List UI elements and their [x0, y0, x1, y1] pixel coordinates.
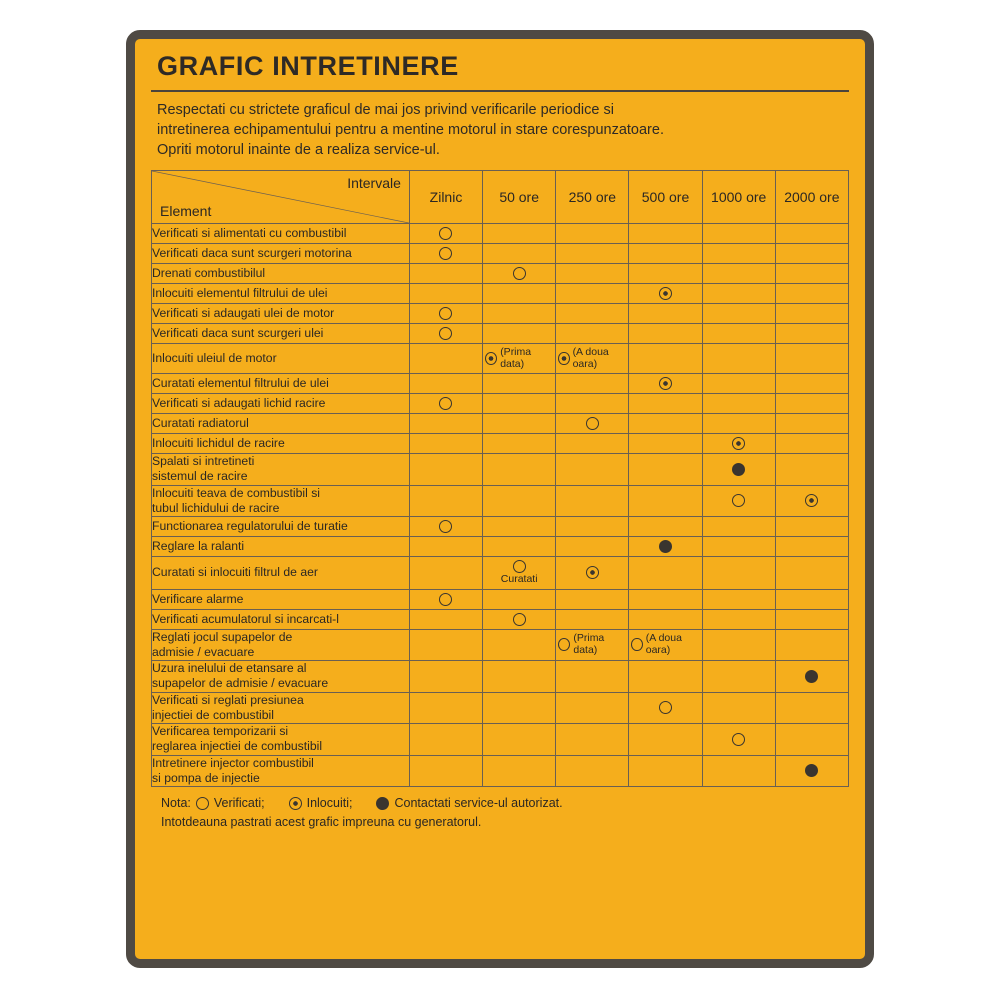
- schedule-cell: [556, 485, 629, 517]
- schedule-cell: [483, 629, 556, 661]
- column-header-1000-ore: 1000 ore: [702, 171, 775, 224]
- schedule-cell: [775, 244, 848, 264]
- schedule-cell: [702, 692, 775, 724]
- schedule-cell: [775, 692, 848, 724]
- schedule-cell: [629, 755, 702, 787]
- schedule-cell: [556, 629, 629, 661]
- service-mark-icon: [376, 797, 389, 810]
- table-row: [152, 284, 849, 304]
- schedule-cell: [483, 344, 556, 374]
- check-mark-icon: [439, 307, 452, 320]
- check-mark-icon: [732, 494, 745, 507]
- table-corner-header: [152, 171, 410, 224]
- schedule-cell: [483, 224, 556, 244]
- schedule-cell: [556, 661, 629, 693]
- schedule-cell: [702, 324, 775, 344]
- check-mark-icon: [439, 593, 452, 606]
- schedule-cell: [483, 324, 556, 344]
- check-mark-icon: [439, 327, 452, 340]
- schedule-cell: [629, 724, 702, 756]
- check-mark-icon: [732, 733, 745, 746]
- schedule-cell: [702, 454, 775, 486]
- check-mark-icon: [439, 520, 452, 533]
- row-item-label: Verificare alarme: [152, 589, 410, 609]
- legend-prefix: Nota:: [161, 796, 191, 811]
- schedule-cell: [629, 557, 702, 590]
- schedule-cell: [409, 284, 482, 304]
- schedule-cell: [775, 609, 848, 629]
- schedule-cell: [483, 724, 556, 756]
- schedule-cell: [775, 324, 848, 344]
- schedule-cell: [409, 244, 482, 264]
- schedule-cell: [629, 374, 702, 394]
- schedule-cell: [702, 344, 775, 374]
- cell-note: (Prima data): [500, 346, 532, 370]
- schedule-cell: [775, 394, 848, 414]
- schedule-cell: [483, 517, 556, 537]
- schedule-cell: [556, 692, 629, 724]
- table-row: [152, 517, 849, 537]
- schedule-cell: [702, 284, 775, 304]
- row-item-label: Verificarea temporizarii si reglarea injectiei de combustibil: [152, 724, 410, 756]
- schedule-cell: [483, 557, 556, 590]
- replace-mark-icon: [586, 566, 599, 579]
- schedule-cell: [556, 224, 629, 244]
- table-row: [152, 344, 849, 374]
- schedule-cell: [409, 264, 482, 284]
- table-row: [152, 454, 849, 486]
- row-item-label: Uzura inelului de etansare al supapelor de admisie / evacuare: [152, 661, 410, 693]
- column-header-250-ore: 250 ore: [556, 171, 629, 224]
- schedule-cell: [702, 224, 775, 244]
- schedule-cell: [409, 414, 482, 434]
- legend-entry-verificati: Verificati;: [213, 796, 265, 811]
- title-row: [151, 51, 849, 92]
- schedule-cell: [409, 485, 482, 517]
- row-item-label: Inlocuiti lichidul de racire: [152, 434, 410, 454]
- replace-mark-icon: [558, 352, 569, 365]
- schedule-cell: [483, 284, 556, 304]
- service-mark-icon: [805, 670, 818, 683]
- schedule-cell: [702, 264, 775, 284]
- table-row: [152, 324, 849, 344]
- schedule-cell: [629, 537, 702, 557]
- schedule-cell: [629, 284, 702, 304]
- schedule-cell: [556, 517, 629, 537]
- row-item-label: Inlocuiti uleiul de motor: [152, 344, 410, 374]
- replace-mark-icon: [289, 797, 302, 810]
- schedule-cell: [629, 589, 702, 609]
- row-item-label: Reglati jocul supapelor de admisie / evacuare: [152, 629, 410, 661]
- schedule-cell: [556, 264, 629, 284]
- row-item-label: Verificati si reglati presiunea injectiei de combustibil: [152, 692, 410, 724]
- legend-footer: Intotdeauna pastrati acest grafic impreuna cu generatorul.: [161, 814, 482, 829]
- row-item-label: Functionarea regulatorului de turatie: [152, 517, 410, 537]
- schedule-cell: [629, 454, 702, 486]
- table-row: [152, 692, 849, 724]
- schedule-cell: [629, 414, 702, 434]
- table-row: [152, 724, 849, 756]
- schedule-cell: [409, 755, 482, 787]
- row-item-label: Inlocuiti elementul filtrului de ulei: [152, 284, 410, 304]
- intro-line-1: Respectati cu strictete graficul de mai jos privind verificarile periodice si: [157, 102, 614, 118]
- schedule-cell: [409, 394, 482, 414]
- schedule-cell: [775, 434, 848, 454]
- replace-mark-icon: [732, 437, 745, 450]
- corner-element-label: Element: [160, 203, 212, 219]
- maintenance-label-plate: [126, 30, 874, 968]
- schedule-cell: [775, 485, 848, 517]
- table-row: [152, 629, 849, 661]
- table-row: [152, 661, 849, 693]
- row-item-label: Intretinere injector combustibil si pompa de injectie: [152, 755, 410, 787]
- row-item-label: Verificati si alimentati cu combustibil: [152, 224, 410, 244]
- table-row: [152, 557, 849, 590]
- schedule-cell: [702, 304, 775, 324]
- schedule-cell: [483, 414, 556, 434]
- schedule-cell: [775, 589, 848, 609]
- legend-entry-service: Contactati service-ul autorizat.: [394, 796, 563, 811]
- corner-interval-label: Intervale: [347, 175, 401, 191]
- schedule-cell: [556, 414, 629, 434]
- schedule-cell: [409, 374, 482, 394]
- legend-entry-inlocuiti: Inlocuiti;: [306, 796, 353, 811]
- row-item-label: Verificati si adaugati lichid racire: [152, 394, 410, 414]
- schedule-cell: [483, 609, 556, 629]
- replace-mark-icon: [485, 352, 497, 365]
- schedule-cell: [556, 344, 629, 374]
- legend: [151, 794, 849, 832]
- schedule-cell: [409, 557, 482, 590]
- schedule-cell: [629, 485, 702, 517]
- schedule-cell: [629, 224, 702, 244]
- check-mark-icon: [631, 638, 642, 651]
- replace-mark-icon: [805, 494, 818, 507]
- schedule-cell: [483, 434, 556, 454]
- schedule-cell: [483, 264, 556, 284]
- schedule-cell: [775, 264, 848, 284]
- table-header-row: [152, 171, 849, 224]
- schedule-cell: [409, 434, 482, 454]
- schedule-cell: [483, 661, 556, 693]
- schedule-cell: [775, 724, 848, 756]
- table-row: [152, 434, 849, 454]
- schedule-cell: [775, 629, 848, 661]
- schedule-cell: [409, 344, 482, 374]
- schedule-cell: [556, 434, 629, 454]
- schedule-cell: [775, 517, 848, 537]
- check-mark-icon: [586, 417, 599, 430]
- schedule-cell: [409, 304, 482, 324]
- schedule-cell: [409, 454, 482, 486]
- schedule-cell: [775, 414, 848, 434]
- schedule-cell: [409, 724, 482, 756]
- table-row: [152, 374, 849, 394]
- column-header-50-ore: 50 ore: [483, 171, 556, 224]
- schedule-cell: [702, 517, 775, 537]
- schedule-cell: [483, 244, 556, 264]
- check-mark-icon: [439, 247, 452, 260]
- row-item-label: Inlocuiti teava de combustibil si tubul lichidului de racire: [152, 485, 410, 517]
- intro-line-2: intretinerea echipamentului pentru a mentine motorul in stare corespunzatoare.: [157, 122, 664, 138]
- schedule-cell: [775, 374, 848, 394]
- schedule-cell: [702, 589, 775, 609]
- check-mark-icon: [558, 638, 570, 651]
- check-mark-icon: [439, 227, 452, 240]
- schedule-cell: [483, 304, 556, 324]
- schedule-cell: [629, 434, 702, 454]
- schedule-cell: [629, 609, 702, 629]
- schedule-cell: [409, 589, 482, 609]
- schedule-cell: [409, 517, 482, 537]
- service-mark-icon: [805, 764, 818, 777]
- row-item-label: Curatati si inlocuiti filtrul de aer: [152, 557, 410, 590]
- schedule-cell: [702, 629, 775, 661]
- row-item-label: Verificati daca sunt scurgeri motorina: [152, 244, 410, 264]
- schedule-cell: [775, 284, 848, 304]
- replace-mark-icon: [659, 287, 672, 300]
- schedule-cell: [775, 304, 848, 324]
- intro-line-3: Opriti motorul inainte de a realiza service-ul.: [157, 142, 440, 158]
- column-header-500-ore: 500 ore: [629, 171, 702, 224]
- table-row: [152, 755, 849, 787]
- schedule-cell: [556, 324, 629, 344]
- schedule-cell: [556, 284, 629, 304]
- schedule-cell: [409, 324, 482, 344]
- schedule-cell: [702, 244, 775, 264]
- row-item-label: Verificati acumulatorul si incarcati-l: [152, 609, 410, 629]
- schedule-cell: [556, 557, 629, 590]
- row-item-label: Drenati combustibilul: [152, 264, 410, 284]
- row-item-label: Reglare la ralanti: [152, 537, 410, 557]
- schedule-cell: [483, 692, 556, 724]
- schedule-cell: [629, 344, 702, 374]
- schedule-cell: [409, 224, 482, 244]
- cell-note: Curatati: [500, 573, 538, 586]
- schedule-cell: [556, 454, 629, 486]
- schedule-cell: [702, 609, 775, 629]
- schedule-cell: [629, 661, 702, 693]
- cell-note: (Prima data): [573, 632, 605, 656]
- schedule-cell: [775, 557, 848, 590]
- row-item-label: Spalati si intretineti sistemul de racire: [152, 454, 410, 486]
- schedule-cell: [629, 517, 702, 537]
- schedule-cell: [702, 485, 775, 517]
- service-mark-icon: [732, 463, 745, 476]
- schedule-cell: [556, 374, 629, 394]
- row-item-label: Curatati radiatorul: [152, 414, 410, 434]
- schedule-cell: [483, 454, 556, 486]
- table-row: [152, 609, 849, 629]
- schedule-cell: [409, 609, 482, 629]
- table-row: [152, 537, 849, 557]
- page-title: GRAFIC INTRETINERE: [157, 51, 459, 81]
- schedule-cell: [556, 537, 629, 557]
- schedule-cell: [702, 537, 775, 557]
- schedule-cell: [483, 394, 556, 414]
- schedule-cell: [556, 589, 629, 609]
- service-mark-icon: [659, 540, 672, 553]
- schedule-cell: [775, 755, 848, 787]
- schedule-cell: [702, 557, 775, 590]
- schedule-cell: [629, 394, 702, 414]
- schedule-cell: [483, 755, 556, 787]
- table-row: [152, 414, 849, 434]
- check-mark-icon: [659, 701, 672, 714]
- cell-note: (A doua oara): [572, 346, 609, 370]
- schedule-cell: [483, 485, 556, 517]
- table-row: [152, 589, 849, 609]
- cell-note: (A doua oara): [645, 632, 682, 656]
- schedule-cell: [629, 244, 702, 264]
- schedule-cell: [556, 755, 629, 787]
- schedule-cell: [702, 661, 775, 693]
- table-row: [152, 244, 849, 264]
- column-header-2000-ore: 2000 ore: [775, 171, 848, 224]
- table-row: [152, 264, 849, 284]
- schedule-cell: [483, 537, 556, 557]
- check-mark-icon: [439, 397, 452, 410]
- schedule-cell: [702, 394, 775, 414]
- schedule-cell: [556, 394, 629, 414]
- schedule-cell: [629, 264, 702, 284]
- schedule-cell: [556, 609, 629, 629]
- schedule-cell: [629, 304, 702, 324]
- table-row: [152, 485, 849, 517]
- schedule-cell: [775, 537, 848, 557]
- schedule-cell: [409, 692, 482, 724]
- table-row: [152, 394, 849, 414]
- schedule-cell: [702, 414, 775, 434]
- row-item-label: Verificati si adaugati ulei de motor: [152, 304, 410, 324]
- schedule-cell: [556, 304, 629, 324]
- intro-text: [151, 100, 849, 160]
- schedule-cell: [775, 454, 848, 486]
- schedule-cell: [629, 692, 702, 724]
- replace-mark-icon: [659, 377, 672, 390]
- table-row: [152, 304, 849, 324]
- schedule-cell: [702, 374, 775, 394]
- schedule-cell: [483, 589, 556, 609]
- schedule-cell: [702, 434, 775, 454]
- check-mark-icon: [513, 267, 526, 280]
- check-mark-icon: [513, 613, 526, 626]
- schedule-cell: [409, 661, 482, 693]
- column-header-zilnic: Zilnic: [409, 171, 482, 224]
- schedule-cell: [702, 755, 775, 787]
- check-mark-icon: [513, 560, 526, 573]
- schedule-cell: [775, 224, 848, 244]
- schedule-cell: [483, 374, 556, 394]
- schedule-cell: [556, 244, 629, 264]
- schedule-cell: [702, 724, 775, 756]
- table-body: [152, 224, 849, 787]
- schedule-cell: [409, 537, 482, 557]
- maintenance-schedule-table: [151, 170, 849, 787]
- check-mark-icon: [196, 797, 209, 810]
- schedule-cell: [629, 629, 702, 661]
- schedule-cell: [629, 324, 702, 344]
- row-item-label: Verificati daca sunt scurgeri ulei: [152, 324, 410, 344]
- schedule-cell: [775, 661, 848, 693]
- schedule-cell: [409, 629, 482, 661]
- table-row: [152, 224, 849, 244]
- schedule-cell: [775, 344, 848, 374]
- row-item-label: Curatati elementul filtrului de ulei: [152, 374, 410, 394]
- schedule-cell: [556, 724, 629, 756]
